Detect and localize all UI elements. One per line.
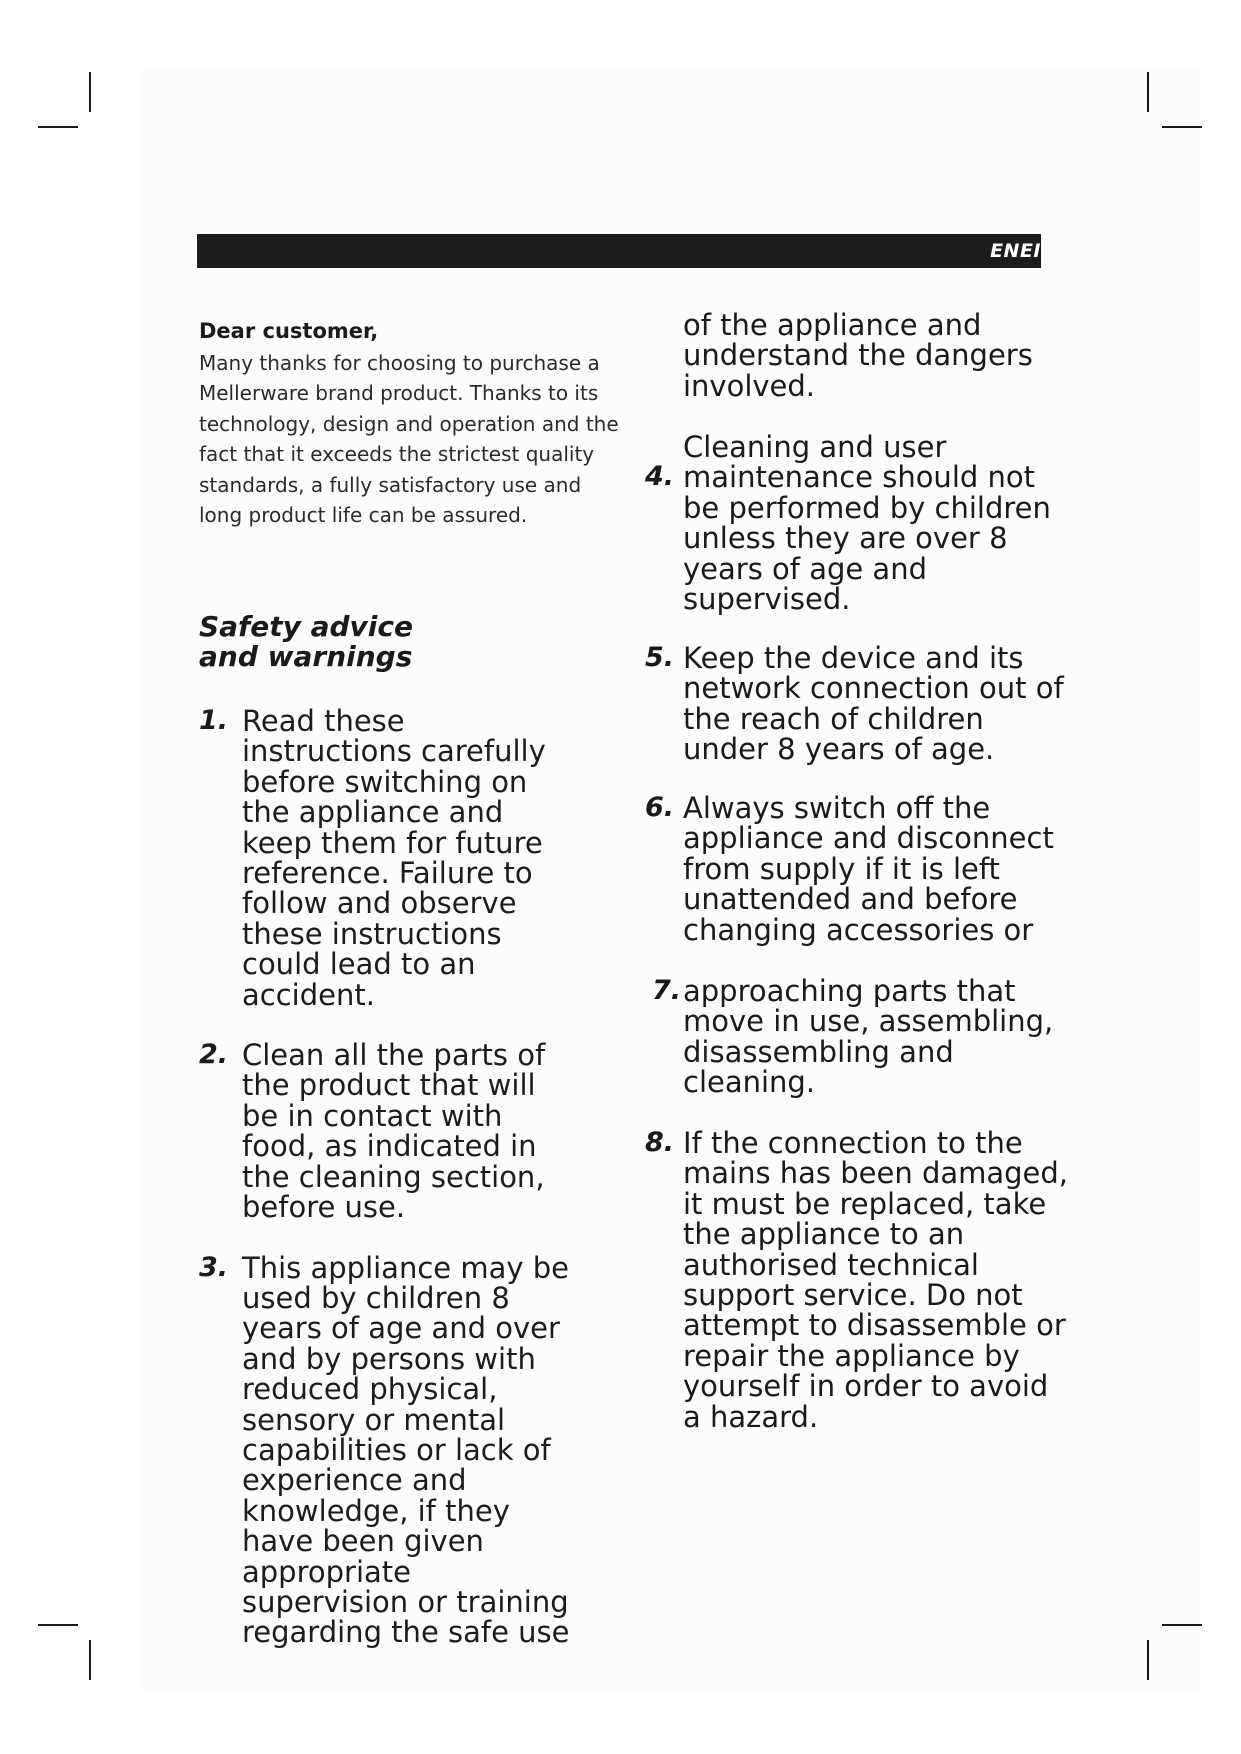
item-text: Clean all the parts of the product that will be in contact with food, as indicated in the cleaning section, before use.: [242, 1038, 546, 1225]
item-number: 4.: [645, 461, 675, 492]
list-item: [199, 706, 579, 1010]
crop-mark: [89, 1640, 91, 1680]
crop-mark: [38, 1624, 78, 1626]
header-bar: [197, 234, 1041, 268]
item-number: 2.: [199, 1039, 229, 1071]
language-tab-label: ENEI: [990, 240, 1041, 262]
item-3-continuation: of the appliance and understand the dangers involved.: [683, 308, 1033, 403]
crop-mark: [1147, 72, 1149, 112]
intro-block: [199, 316, 619, 530]
crop-mark: [1147, 1640, 1149, 1680]
crop-mark: [89, 72, 91, 112]
crop-mark: [38, 126, 78, 128]
list-item: [199, 1250, 579, 1650]
item-number: 6.: [645, 792, 675, 823]
crop-mark: [1162, 1624, 1202, 1626]
item-text: If the connection to the mains has been damaged, it must be replaced, take the appliance to an authorised technical support service. Do not attempt to disassemble or repair the appliance by yourself in order to avoid a hazard.: [683, 1126, 1069, 1434]
item-text: Read these instructions carefully before switching on the appliance and keep them for future reference. Failure to follow and observe these instructions could lead to an accident.: [242, 704, 546, 1012]
item-text: This appliance may be used by children 8 years of age and over and by persons with reduced physical, sensory or mental capabilities or lack of experience and knowledge, if they have been given appropriate supervision or training regarding the safe use: [242, 1250, 570, 1650]
item-number: 8.: [645, 1127, 675, 1158]
item-number: 1.: [199, 705, 229, 736]
item-text: Keep the device and its network connection out of the reach of children under 8 years of age.: [683, 641, 1064, 767]
item-number: 3.: [199, 1251, 229, 1283]
list-item: [199, 1038, 579, 1225]
item-text: Cleaning and user maintenance should not be performed by children unless they are over 8 years of age and supervised.: [683, 430, 1051, 617]
crop-mark: [1162, 126, 1202, 128]
item-text: approaching parts that move in use, assembling, disassembling and cleaning.: [683, 974, 1054, 1100]
item-number: 7.: [652, 975, 682, 1006]
safety-list-left: [199, 706, 579, 1648]
intro-greeting: Dear customer,: [199, 319, 379, 343]
item-text: Always switch off the appliance and disconnect from supply if it is left unattended and before changing accessories or: [683, 791, 1054, 947]
item-number: 5.: [645, 642, 675, 673]
intro-body: Many thanks for choosing to purchase a Mellerware brand product. Thanks to its technology, design and operation and the fact that it exceeds the strictest quality standards, a fully satisfactory use and long product life can be assured.: [199, 351, 619, 528]
section-title: Safety advice and warnings: [199, 610, 413, 673]
